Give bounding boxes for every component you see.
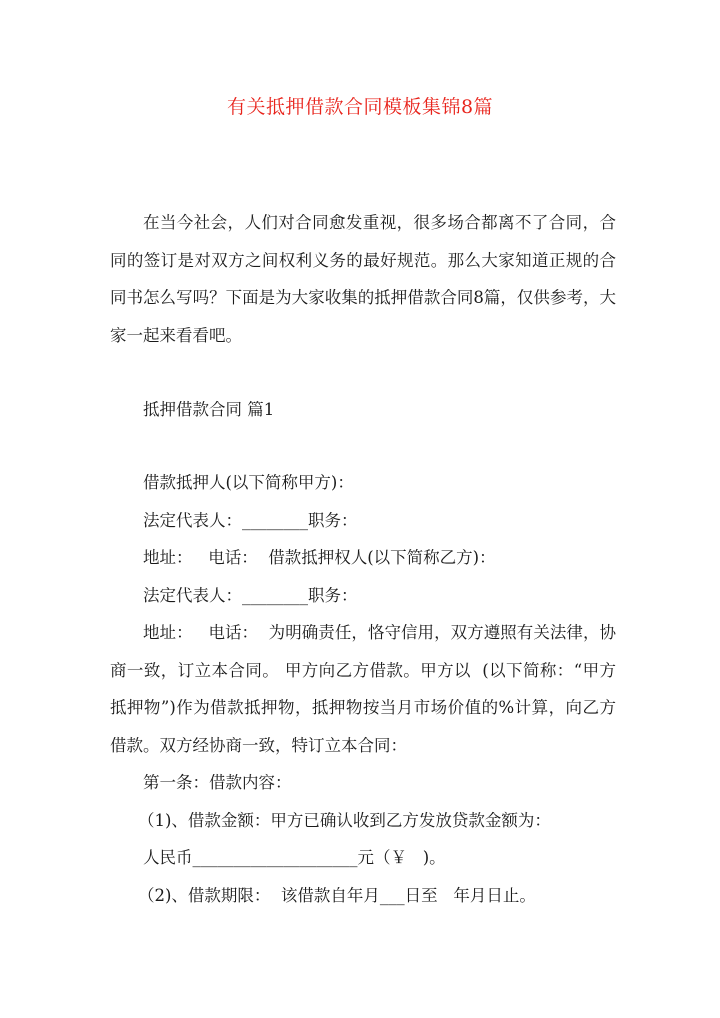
party-a-line: 借款抵押人(以下简称甲方)： [143,473,354,492]
intro-paragraph: 在当今社会，人们对合同愈发重视，很多场合都离不了合同，合同的签订是对双方之间权利义务的最好规范。那么大家知道正规的合同书怎么写吗？下面是为大家收集的抵押借款合同8篇，仅供参考，大家一起来看看吧。 [110,213,616,345]
document-title: 有关抵押借款合同模板集锦8篇 [226,96,494,118]
address-phone-party-b-line: 地址： 电话： 借款抵押权人(以下简称乙方)： [143,548,496,567]
agreement-paragraph: 地址： 电话： 为明确责任，恪守信用，双方遵照有关法律，协商一致，订立本合同。 甲方向乙方借款。甲方以 (以下简称：“甲方抵押物”)作为借款抵押物，抵押物按当月市场价值的%计算，向乙方借款。双方经协商一致，特订立本合同： [110,623,616,755]
legal-rep-line-a: 法定代表人：________职务： [143,510,358,530]
rmb-amount-line: 人民币____________________元（￥ )。 [143,848,446,867]
article-one-heading: 第一条：借款内容： [143,773,292,792]
legal-rep-line-b: 法定代表人：________职务： [143,585,358,605]
contract-body [110,464,616,914]
loan-term-clause: （2)、借款期限： 该借款自年月___日至 年月日止。 [138,885,536,905]
loan-amount-clause: （1)、借款金额：甲方已确认收到乙方发放贷款金额为： [138,810,551,830]
section-heading: 抵押借款合同 篇1 [143,400,275,419]
